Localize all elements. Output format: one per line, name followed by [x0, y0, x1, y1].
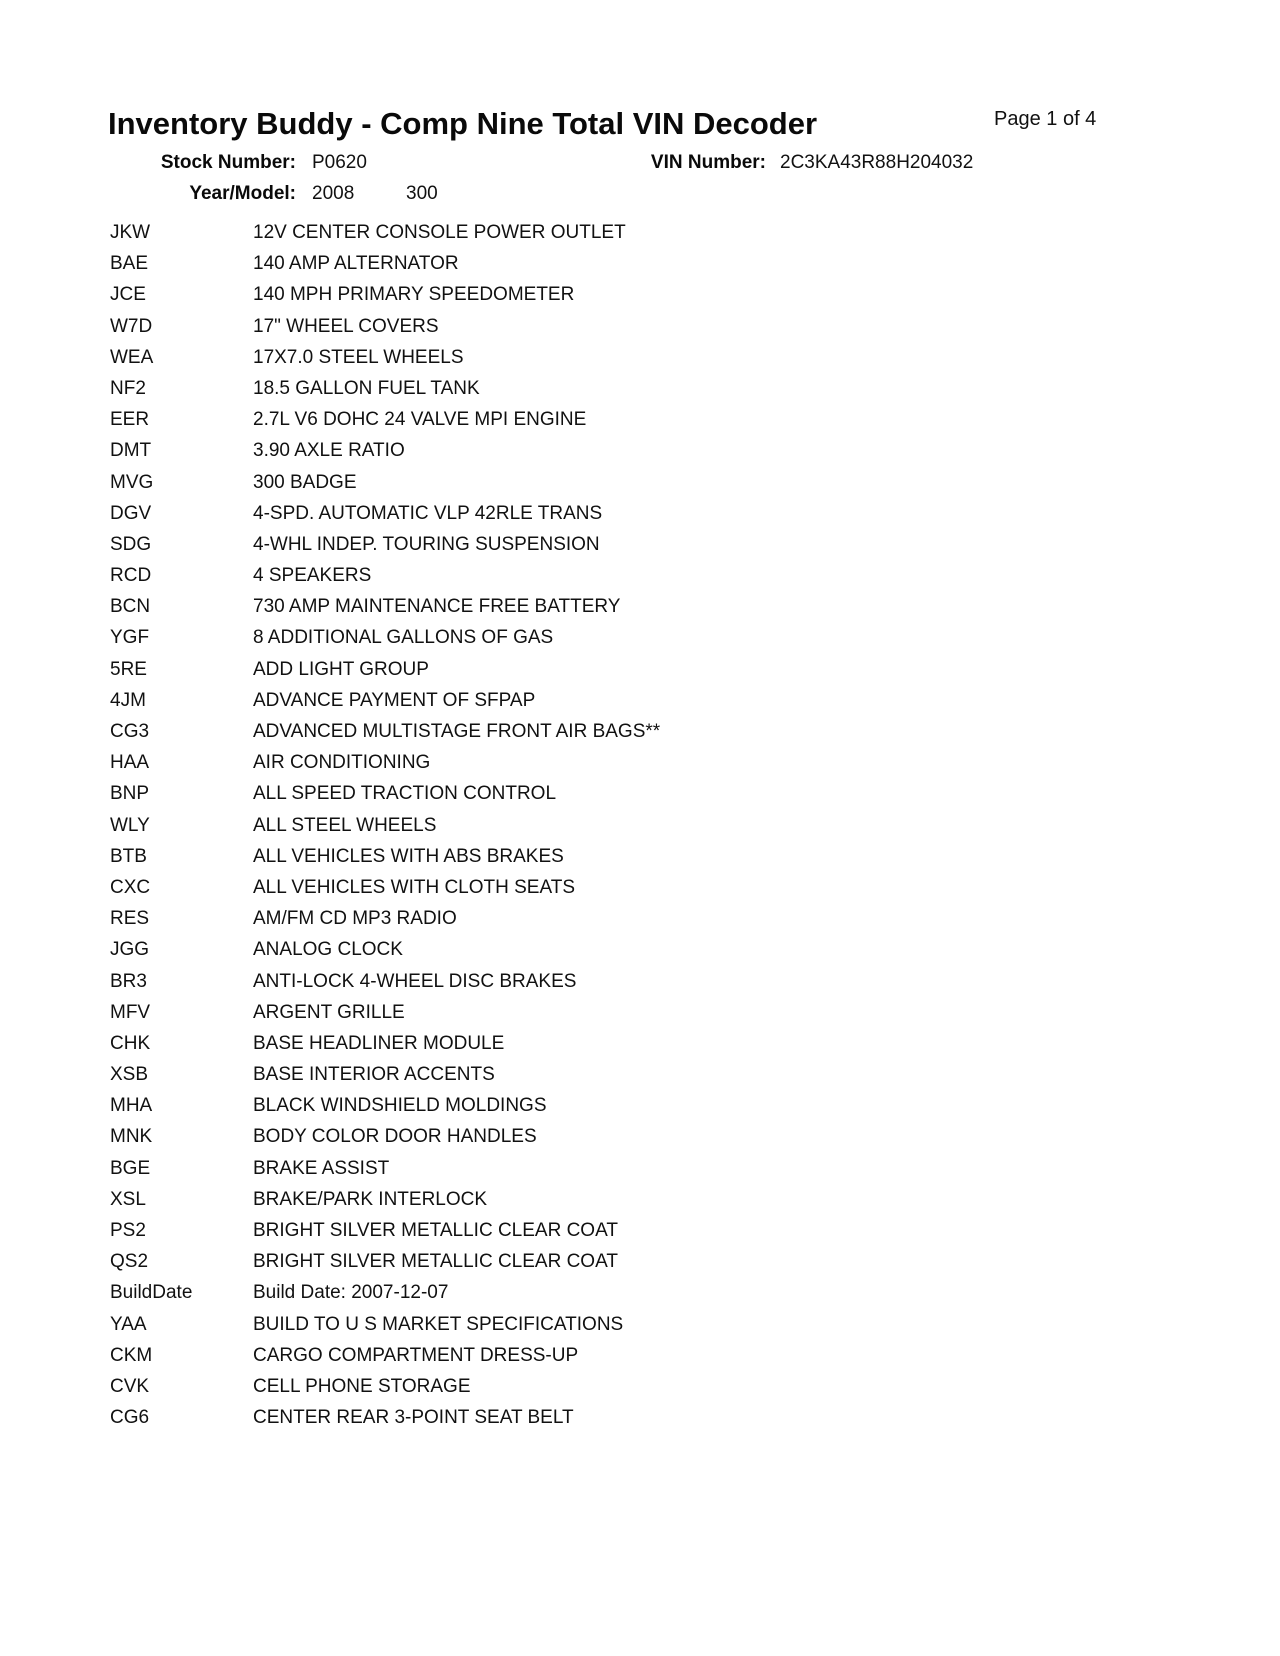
option-code: CVK [110, 1375, 150, 1397]
option-code: DMT [110, 440, 152, 462]
option-code-list [110, 217, 1170, 1433]
option-description: 3.90 AXLE RATIO [253, 440, 405, 462]
option-code: HAA [110, 752, 150, 774]
option-description: 4-SPD. AUTOMATIC VLP 42RLE TRANS [253, 502, 603, 524]
option-description: 17" WHEEL COVERS [253, 315, 439, 337]
model-value: 300 [406, 183, 438, 204]
option-row [110, 591, 1170, 622]
option-description: BRAKE/PARK INTERLOCK [253, 1188, 488, 1210]
option-row [110, 1090, 1170, 1121]
option-code: CXC [110, 876, 151, 898]
option-row [110, 778, 1170, 809]
year-value: 2008 [312, 183, 355, 204]
option-code: NF2 [110, 377, 146, 399]
option-description: BRAKE ASSIST [253, 1157, 390, 1179]
option-row [110, 1402, 1170, 1433]
option-code: PS2 [110, 1220, 146, 1241]
option-description: 140 AMP ALTERNATOR [253, 253, 459, 275]
option-description: ALL SPEED TRACTION CONTROL [253, 783, 557, 805]
option-description: Build Date: 2007-12-07 [253, 1282, 449, 1304]
option-description: 300 BADGE [253, 471, 357, 493]
option-code: SDG [110, 533, 152, 555]
option-row [110, 654, 1170, 685]
option-row [110, 872, 1170, 903]
option-description: BRIGHT SILVER METALLIC CLEAR COAT [253, 1220, 618, 1241]
option-code: JCE [110, 284, 146, 306]
option-row [110, 966, 1170, 997]
option-row [110, 1371, 1170, 1402]
vin-number-value: 2C3KA43R88H204032 [780, 152, 974, 173]
option-description: ADD LIGHT GROUP [253, 658, 429, 680]
option-row [110, 373, 1170, 404]
option-code: RCD [110, 565, 152, 587]
option-description: 8 ADDITIONAL GALLONS OF GAS [253, 627, 554, 649]
option-row [110, 342, 1170, 373]
option-description: ADVANCE PAYMENT OF SFPAP [253, 689, 536, 711]
option-description: ANTI-LOCK 4-WHEEL DISC BRAKES [253, 970, 577, 992]
option-description: 2.7L V6 DOHC 24 VALVE MPI ENGINE [253, 409, 587, 431]
option-row [110, 467, 1170, 498]
option-code: WLY [110, 814, 150, 836]
option-row [110, 934, 1170, 965]
option-row [110, 1246, 1170, 1277]
option-row [110, 217, 1170, 248]
option-row [110, 622, 1170, 653]
option-row [110, 716, 1170, 747]
option-description: CELL PHONE STORAGE [253, 1375, 471, 1397]
option-description: 12V CENTER CONSOLE POWER OUTLET [253, 222, 626, 243]
option-code: QS2 [110, 1251, 149, 1273]
option-code: CHK [110, 1032, 151, 1054]
option-row [110, 1153, 1170, 1184]
option-description: 140 MPH PRIMARY SPEEDOMETER [253, 284, 575, 306]
option-code: 5RE [110, 658, 147, 680]
option-row [110, 997, 1170, 1028]
option-row [110, 903, 1170, 934]
option-code: MFV [110, 1001, 151, 1023]
option-description: 4 SPEAKERS [253, 565, 372, 587]
stock-number-value: P0620 [312, 152, 367, 173]
option-code: BGE [110, 1157, 151, 1179]
option-row [110, 1059, 1170, 1090]
option-code: WEA [110, 346, 154, 368]
option-description: CARGO COMPARTMENT DRESS-UP [253, 1344, 579, 1366]
option-row [110, 685, 1170, 716]
option-row [110, 1215, 1170, 1246]
option-description: AM/FM CD MP3 RADIO [253, 908, 457, 930]
option-code: MVG [110, 471, 154, 493]
option-row [110, 404, 1170, 435]
option-description: ALL STEEL WHEELS [253, 814, 437, 836]
option-code: BR3 [110, 970, 147, 992]
option-code: BCN [110, 596, 151, 618]
option-description: ALL VEHICLES WITH ABS BRAKES [253, 845, 564, 867]
option-row [110, 1277, 1170, 1308]
option-row [110, 1028, 1170, 1059]
option-description: BASE HEADLINER MODULE [253, 1032, 505, 1054]
stock-number-label: Stock Number: [160, 152, 296, 173]
option-code: YGF [110, 627, 150, 649]
option-description: 4-WHL INDEP. TOURING SUSPENSION [253, 533, 600, 555]
option-code: RES [110, 908, 150, 930]
option-description: BLACK WINDSHIELD MOLDINGS [253, 1095, 547, 1117]
vin-number-label: VIN Number: [650, 152, 766, 173]
option-description: ADVANCED MULTISTAGE FRONT AIR BAGS** [253, 721, 661, 742]
option-code: BAE [110, 253, 149, 275]
option-description: 18.5 GALLON FUEL TANK [253, 377, 480, 399]
option-code: MNK [110, 1126, 153, 1148]
option-description: ANALOG CLOCK [253, 939, 403, 961]
option-row [110, 279, 1170, 310]
option-code: CG6 [110, 1407, 150, 1429]
option-description: ALL VEHICLES WITH CLOTH SEATS [253, 876, 576, 898]
option-description: AIR CONDITIONING [253, 752, 431, 774]
option-row [110, 1184, 1170, 1215]
option-row [110, 1121, 1170, 1152]
option-code: 4JM [110, 689, 146, 711]
option-code: CKM [110, 1344, 153, 1366]
option-code: W7D [110, 315, 153, 337]
option-description: BASE INTERIOR ACCENTS [253, 1064, 495, 1086]
option-description: ARGENT GRILLE [253, 1001, 405, 1023]
option-row [110, 747, 1170, 778]
option-row [110, 435, 1170, 466]
option-code: BTB [110, 845, 147, 867]
option-code: CG3 [110, 721, 150, 742]
option-code: XSB [110, 1064, 149, 1086]
option-code: JGG [110, 939, 150, 961]
option-row [110, 560, 1170, 591]
option-code: XSL [110, 1188, 146, 1210]
option-code: BuildDate [110, 1282, 193, 1304]
option-description: BUILD TO U S MARKET SPECIFICATIONS [253, 1313, 624, 1335]
option-row [110, 498, 1170, 529]
option-description: 730 AMP MAINTENANCE FREE BATTERY [253, 596, 621, 618]
option-row [110, 841, 1170, 872]
option-description: 17X7.0 STEEL WHEELS [253, 346, 464, 368]
option-code: DGV [110, 502, 152, 524]
option-code: YAA [110, 1313, 147, 1335]
option-description: BODY COLOR DOOR HANDLES [253, 1126, 537, 1148]
option-row [110, 248, 1170, 279]
option-description: BRIGHT SILVER METALLIC CLEAR COAT [253, 1251, 618, 1273]
option-code: MHA [110, 1095, 153, 1117]
page-number: Page 1 of 4 [994, 108, 1097, 130]
option-description: CENTER REAR 3-POINT SEAT BELT [253, 1407, 574, 1429]
option-code: EER [110, 409, 150, 431]
option-code: BNP [110, 783, 150, 805]
year-model-label: Year/Model: [189, 183, 296, 204]
option-row [110, 1309, 1170, 1340]
option-code: JKW [110, 222, 151, 243]
option-row [110, 810, 1170, 841]
page-title: Inventory Buddy - Comp Nine Total VIN Decoder [108, 106, 818, 141]
option-row [110, 311, 1170, 342]
option-row [110, 1340, 1170, 1371]
option-row [110, 529, 1170, 560]
